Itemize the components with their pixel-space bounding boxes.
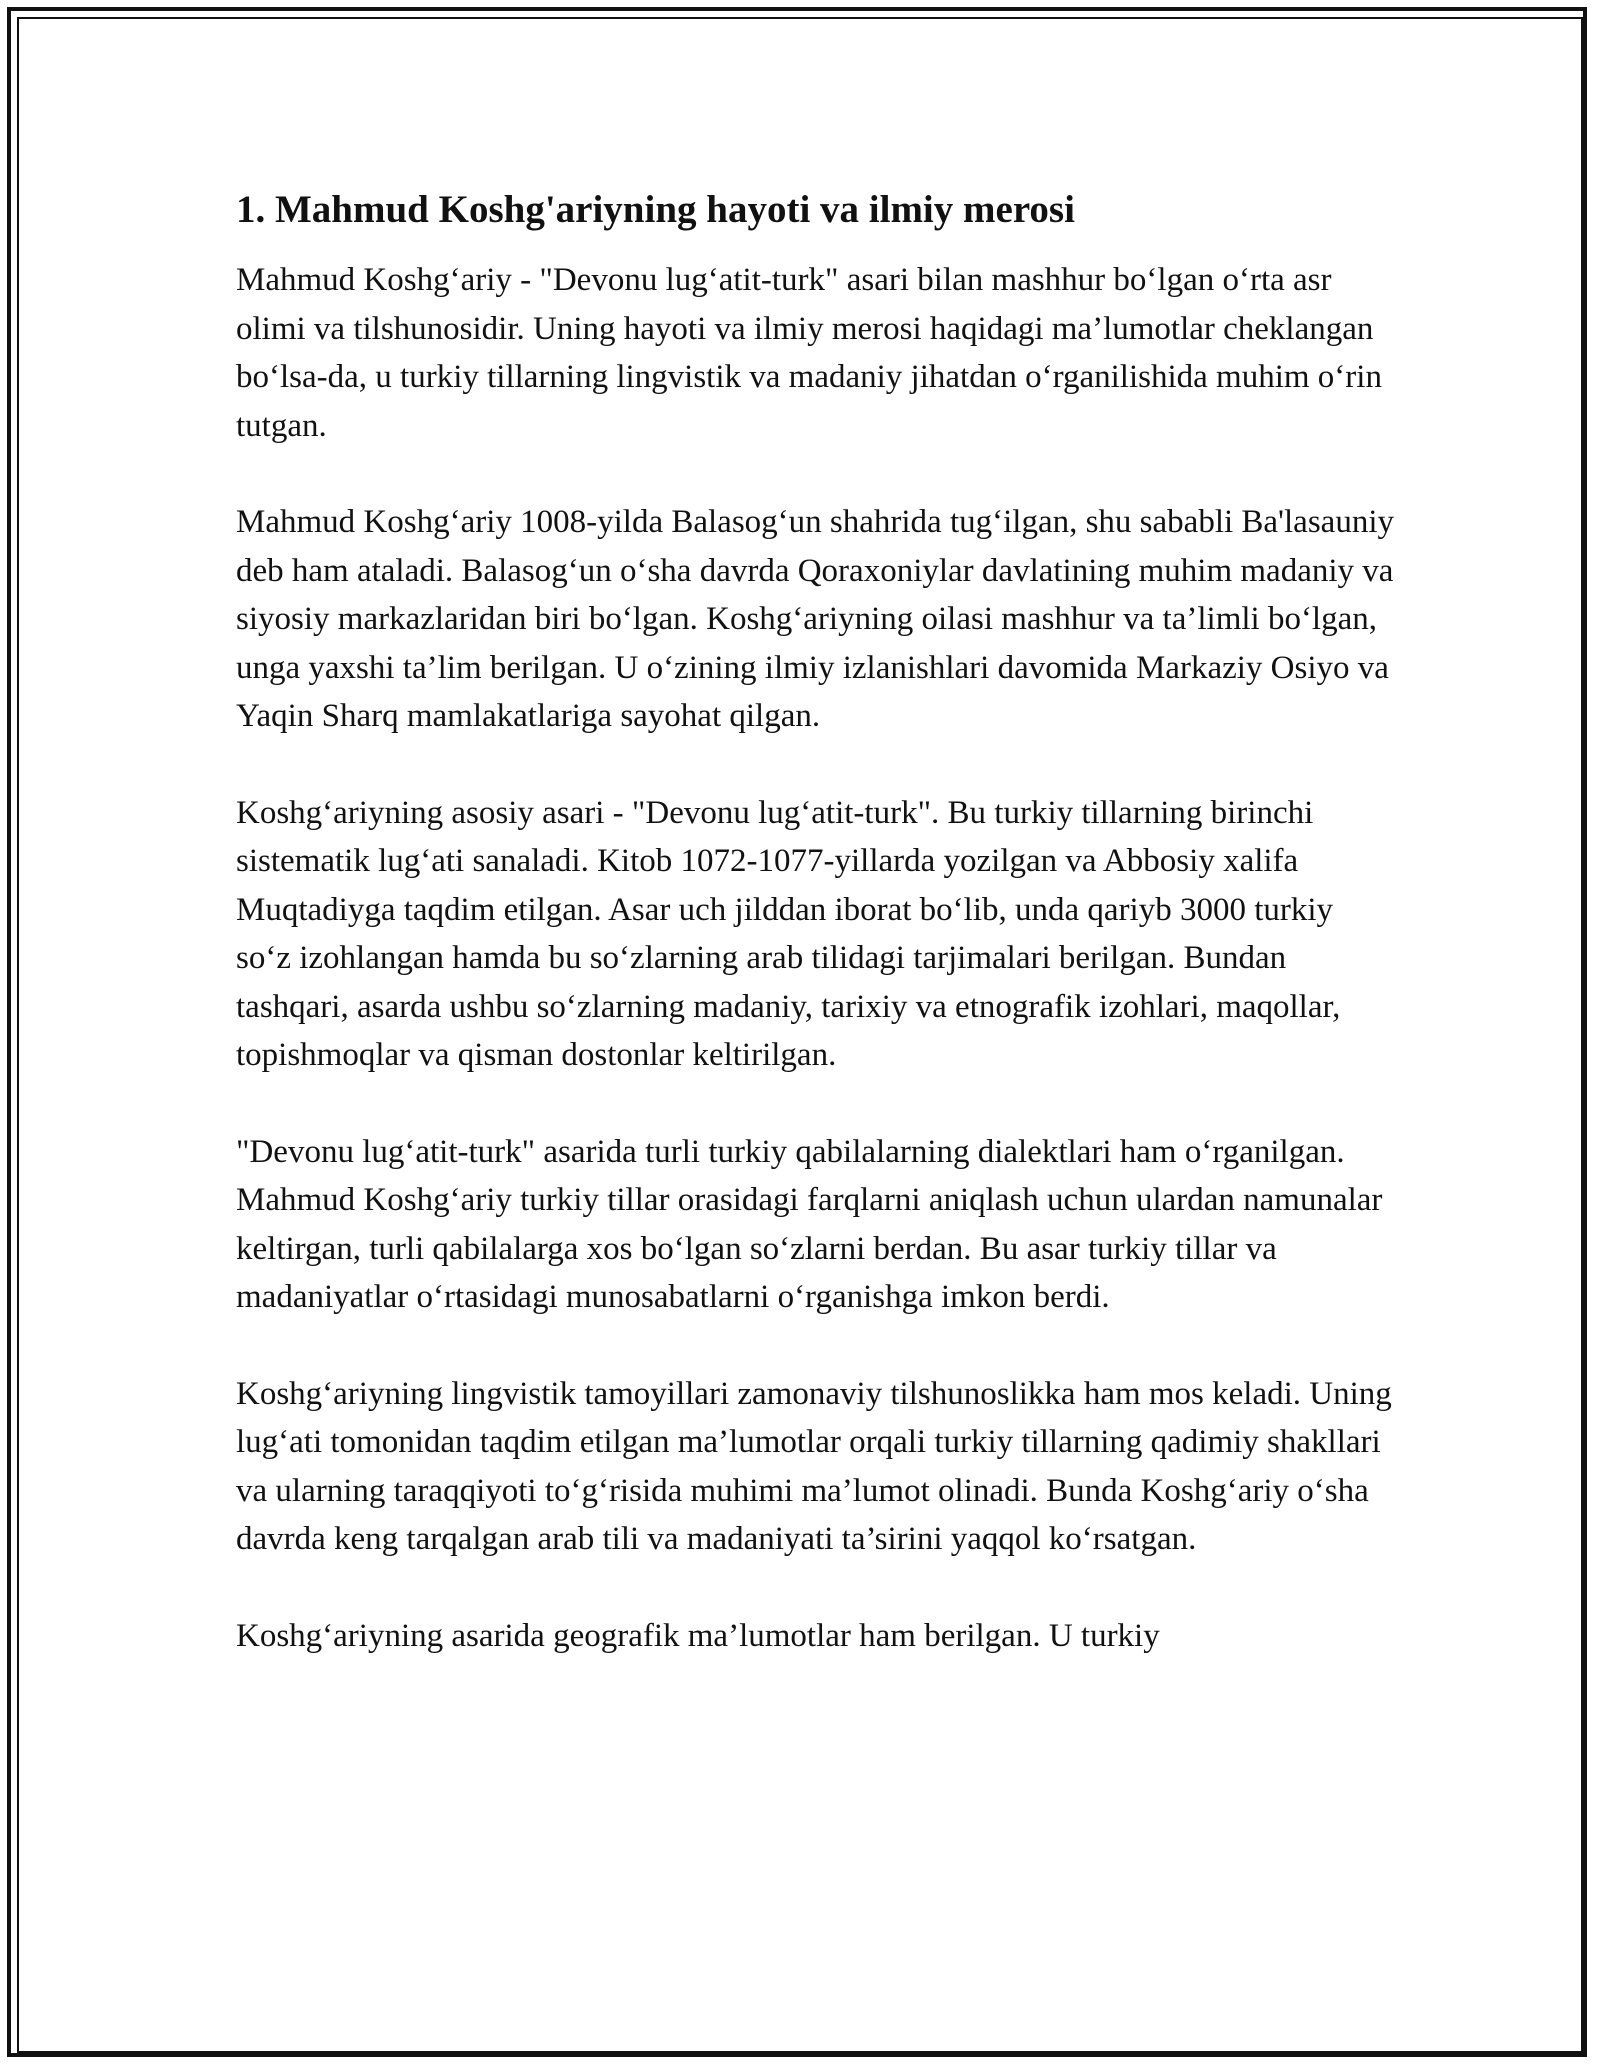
paragraph-4: "Devonu lug‘atit-turk" asarida turli turkiy qabilalarning dialektlari ham o‘rganilgan. Mahmud Koshg‘ariy turkiy tillar orasidagi farqlarni aniqlash uchun ulardan namunalar keltirgan, turli qabilalarga xos bo‘lgan so‘zlarni berdan. Bu asar turkiy tillar va madaniyatlar o‘rtasidagi munosabatlarni o‘rganishga imkon berdi.: [236, 1133, 1383, 1315]
paragraph-3: Koshg‘ariyning asosiy asari - "Devonu lug‘atit-turk". Bu turkiy tillarning birinchi sistematik lug‘ati sanaladi. Kitob 1072-1077-yillarda yozilgan va Abbosiy xalifa Muqtadiyga taqdim etilgan. Asar uch jilddan iborat bo‘lib, unda qariyb 3000 turkiy so‘z izohlangan hamda bu so‘zlarning arab tilidagi tarjimalari berilgan. Bundan tashqari, asarda ushbu so‘zlarning madaniy, tarixiy va etnografik izohlari, maqollar, topishmoqlar va qisman dostonlar keltirilgan.: [236, 794, 1341, 1073]
paragraph-6: Koshg‘ariyning asarida geografik ma’lumotlar ham berilgan. U turkiy: [236, 1617, 1160, 1654]
paragraph-2: Mahmud Koshg‘ariy 1008-yilda Balasog‘un shahrida tug‘ilgan, shu sababli Ba'lasauniy deb ham ataladi. Balasog‘un o‘sha davrda Qoraxoniylar davlatining muhim madaniy va siyosiy markazlaridan biri bo‘lgan. Koshg‘ariyning oilasi mashhur va ta’limli bo‘lgan, unga yaxshi ta’lim berilgan. U o‘zining ilmiy izlanishlari davomida Markaziy Osiyo va Yaqin Sharq mamlakatlariga sayohat qilgan.: [236, 504, 1394, 734]
section-heading: 1. Mahmud Koshg'ariyning hayoti va ilmiy merosi: [236, 188, 1075, 231]
paragraph-1: Mahmud Koshg‘ariy - "Devonu lug‘atit-turk" asari bilan mashhur bo‘lgan o‘rta asr olimi va tilshunosidir. Uning hayoti va ilmiy merosi haqidagi ma’lumotlar cheklangan bo‘lsa-da, u turkiy tillarning lingvistik va madaniy jihatdan o‘rganilishida muhim o‘rin tutgan.: [236, 262, 1382, 444]
document-body: [236, 186, 1396, 1708]
paragraph-5: Koshg‘ariyning lingvistik tamoyillari zamonaviy tilshunoslikka ham mos keladi. Uning lug‘ati tomonidan taqdim etilgan ma’lumotlar orqali turkiy tillarning qadimiy shakllari va ularning taraqqiyoti to‘g‘risida muhimi ma’lumot olinadi. Bunda Koshg‘ariy o‘sha davrda keng tarqalgan arab tili va madaniyati ta’sirini yaqqol ko‘rsatgan.: [236, 1375, 1392, 1557]
